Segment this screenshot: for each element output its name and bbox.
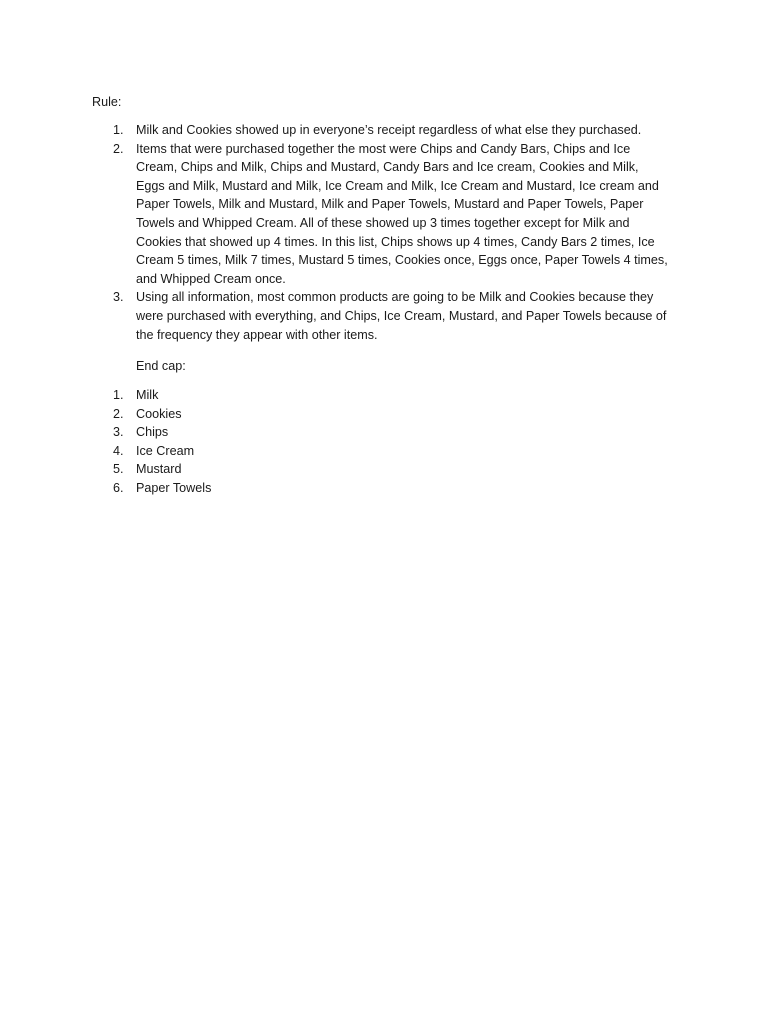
list-item-text: Milk and Cookies showed up in everyone’s receipt regardless of what else they purchased. (136, 123, 642, 137)
list-item-number: 4. (113, 443, 124, 458)
list-item-number: 3. (113, 425, 124, 440)
list-item-text: Milk (136, 388, 159, 402)
list-item (0, 121, 670, 140)
list-item-text: Chips (136, 425, 169, 440)
list-item-number: 1. (113, 388, 124, 402)
list-item (0, 479, 670, 498)
list-item (0, 442, 670, 461)
list-item (0, 386, 670, 405)
list-item-text: Paper Towels (136, 480, 212, 495)
list-item-text: Mustard (136, 462, 182, 477)
list-item (0, 405, 670, 424)
endcap-heading: End cap: (136, 359, 186, 373)
list-item-text: Cookies (136, 406, 182, 421)
rule-list (0, 121, 670, 344)
list-item (0, 288, 670, 344)
list-item (0, 140, 670, 289)
list-item-number: 5. (113, 462, 124, 477)
list-item (0, 460, 670, 479)
list-item-number: 6. (113, 480, 124, 495)
list-item-text: Items that were purchased together the most were Chips and Candy Bars, Chips and Ice Cream, Chips and Milk, Chips and Mustard, Candy Bars and Ice cream, Cookies and Milk, Eggs and Milk, Mustard and Milk, Ice Cream and Milk, Ice Cream and Mustard, Ice cream and Paper Towels, Milk and Mustard, Milk and Paper Towels, Mustard and Paper Towels, Paper Towels and Whipped Cream. All of these showed up 3 times together except for Milk and Cookies that showed up 4 times. In this list, Chips shows up 4 times, Candy Bars 2 times, Ice Cream 5 times, Milk 7 times, Mustard 5 times, Cookies once, Eggs once, Paper Towels 4 times, and Whipped Cream once. (136, 141, 668, 286)
list-item (0, 423, 670, 442)
rule-heading: Rule: (92, 95, 122, 109)
list-item-number: 2. (113, 406, 124, 421)
list-item-number: 2. (113, 141, 124, 156)
endcap-list (0, 386, 670, 498)
list-item-text: Ice Cream (136, 443, 195, 458)
list-item-number: 1. (113, 123, 124, 137)
list-item-number: 3. (113, 290, 124, 305)
list-item-text: Using all information, most common products are going to be Milk and Cookies because they were purchased with everything, and Chips, Ice Cream, Mustard, and Paper Towels because of the frequency they appear with other items. (136, 290, 667, 342)
